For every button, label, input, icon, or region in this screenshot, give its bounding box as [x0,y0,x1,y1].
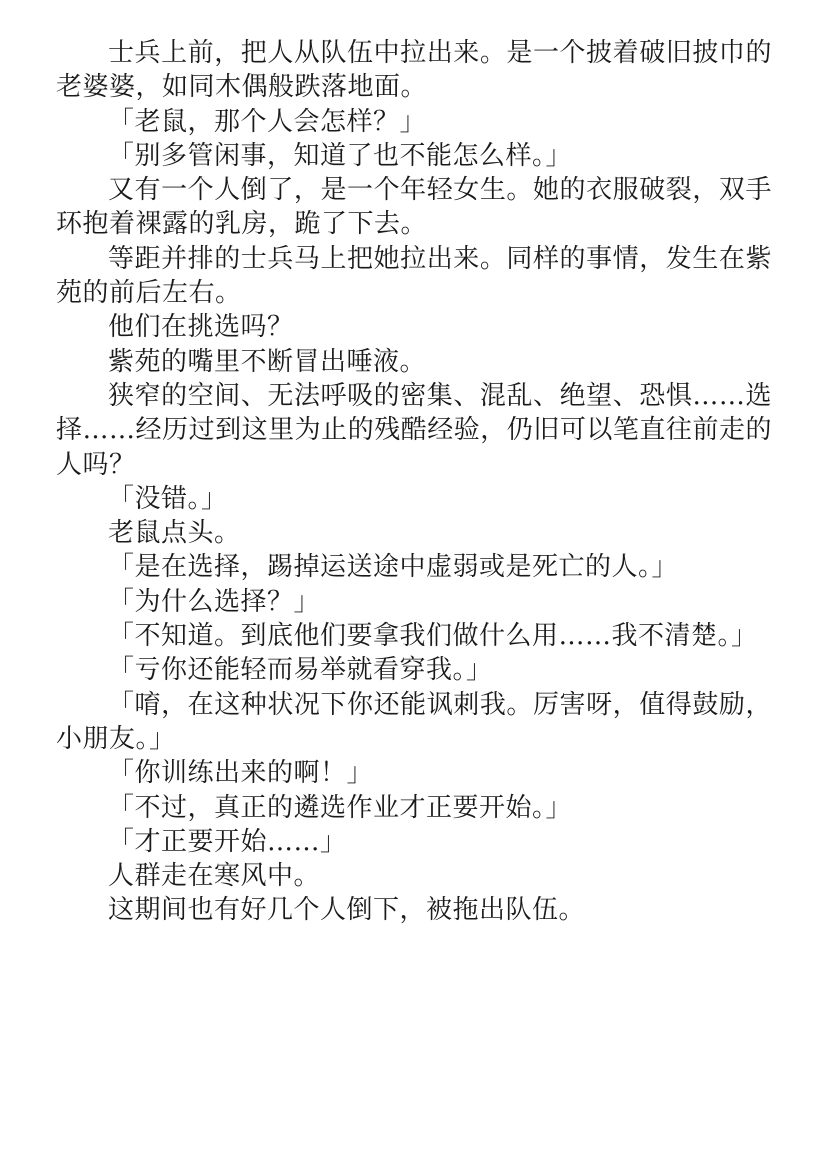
paragraph: 「唷，在这种状况下你还能讽刺我。厉害呀，值得鼓励，小朋友。」 [56,689,772,754]
paragraph: 「你训练出来的啊！」 [108,758,374,789]
paragraph: 士兵上前，把人从队伍中拉出来。是一个披着破旧披巾的老婆婆，如同木偶般跌落地面。 [56,38,772,103]
paragraph: 「为什么选择？」 [108,586,321,617]
paragraph: 老鼠点头。 [108,518,241,549]
paragraph: 又有一个人倒了，是一个年轻女生。她的衣服破裂，双手环抱着裸露的乳房，跪了下去。 [56,175,772,240]
paragraph: 「亏你还能轻而易举就看穿我。」 [108,655,493,686]
paragraph: 「是在选择，踢掉运送途中虚弱或是死亡的人。」 [108,552,679,583]
body-text [56,36,772,928]
paragraph: 他们在挑选吗？ [108,312,294,343]
paragraph: 等距并排的士兵马上把她拉出来。同样的事情，发生在紫苑的前后左右。 [56,243,772,309]
paragraph: 「老鼠，那个人会怎样？」 [108,106,427,137]
paragraph: 紫苑的嘴里不断冒出唾液。 [108,346,427,377]
paragraph: 人群走在寒风中。 [108,861,321,892]
paragraph: 这期间也有好几个人倒下，被拖出队伍。 [108,895,586,926]
paragraph: 「没错。」 [108,483,228,514]
paragraph: 「不过，真正的遴选作业才正要开始。」 [108,792,573,823]
paragraph: 狭窄的空间、无法呼吸的密集、混乱、绝望、恐惧……选择……经历过到这里为止的残酷经验，仍旧可以笔直往前走的人吗？ [56,380,772,480]
paragraph: 「才正要开始……」 [108,826,347,857]
paragraph: 「别多管闲事，知道了也不能怎么样。」 [108,140,573,171]
paragraph: 「不知道。到底他们要拿我们做什么用……我不清楚。」 [108,621,758,652]
